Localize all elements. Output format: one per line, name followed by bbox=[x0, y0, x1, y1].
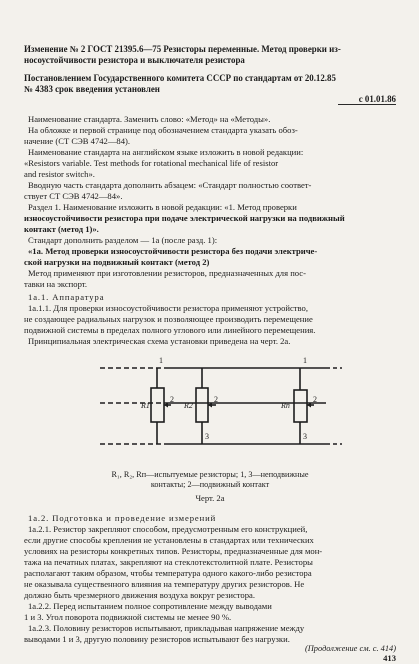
decree-line-2: № 4383 срок введения установлен bbox=[24, 84, 160, 94]
text-line: условиях на резисторы конкретных типов. Резисторы, предназначенные для мон- bbox=[24, 546, 323, 556]
circuit-diagram bbox=[0, 350, 419, 468]
text-line: ской нагрузки на подвижный контакт (метод 2) bbox=[24, 257, 210, 267]
text-line: располагают таким образом, чтобы температура одного какого-либо резистора bbox=[24, 568, 312, 578]
figure-caption-line-2: контакты; 2—подвижный контакт bbox=[150, 480, 270, 489]
text-line: контакт (метод 1)». bbox=[24, 224, 99, 234]
node-label: 2 bbox=[214, 395, 218, 404]
amendment-title-line-2: носоустойчивости резистора и выключателя резистора bbox=[24, 55, 245, 65]
text-line: Принципиальная электрическая схема установки приведена на черт. 2а. bbox=[28, 336, 291, 346]
node-label: 3 bbox=[205, 432, 209, 441]
text-line: «1а. Метод проверки износоустойчивости резистора без подачи электриче- bbox=[28, 246, 318, 256]
text-line: «Resistors variable. Test methods for rotational mechanical life of resistor bbox=[24, 158, 279, 168]
amendment-title-line-1: Изменение № 2 ГОСТ 21395.6—75 Резисторы переменные. Метод проверки из- bbox=[24, 44, 341, 54]
text-line: Вводную часть стандарта дополнить абзацем: «Стандарт полностью соответ- bbox=[28, 180, 312, 190]
text-line: Наименование стандарта на английском языке изложить в новой редакции: bbox=[28, 147, 304, 157]
text-line: ствует СТ СЭВ 4742—84». bbox=[24, 191, 123, 201]
text-line: износоустойчивости резистора при подаче электрической нагрузки на подвижный bbox=[24, 213, 345, 223]
continued-note: (Продолжение см. с. 414) bbox=[304, 644, 396, 653]
effective-date-underline bbox=[338, 104, 396, 105]
resistor-label: R2 bbox=[184, 401, 193, 410]
text-line: Раздел 1. Наименование изложить в новой редакции: «1. Метод проверки bbox=[28, 202, 297, 212]
text-line: должно быть чрезмерного движения воздуха вокруг резистора. bbox=[24, 590, 255, 600]
text-line: and resistor switch». bbox=[24, 169, 95, 179]
text-line: 1а.2.3. Половину резисторов испытывают, прикладывая напряжение между bbox=[28, 623, 305, 633]
figure-caption-line-1: R₁, R₂, Rп—испытуемые резисторы; 1, 3—неподвижные bbox=[111, 470, 309, 479]
text-line: 1 и 3. Угол поворота подвижной системы не менее 90 %. bbox=[24, 612, 232, 622]
effective-date: с 01.01.86 bbox=[358, 94, 396, 104]
resistor-label: R1 bbox=[141, 401, 150, 410]
text-line: 1а.2.2. Перед испытанием полное сопротивление между выводами bbox=[28, 601, 272, 611]
text-line: Метод применяют при изготовлении резисторов, предназначенных для пос- bbox=[28, 268, 306, 278]
text-line: выводами 1 и 3, другую половину резисторов испытывают без нагрузки. bbox=[24, 634, 290, 644]
text-line: если другие способы крепления не установлены в стандартах или технических bbox=[24, 535, 314, 545]
node-label: 2 bbox=[170, 395, 174, 404]
text-line: подвижной системы в пределах полного углового или линейного перемещения. bbox=[24, 325, 316, 335]
page-number: 413 bbox=[383, 653, 396, 663]
resistor-label: Rп bbox=[281, 401, 290, 410]
text-line: начение (СТ СЭВ 4742—84). bbox=[24, 136, 131, 146]
decree-line-1: Постановлением Государственного комитета СССР по стандартам от 20.12.85 bbox=[24, 73, 336, 83]
text-line: Наименование стандарта. Заменить слово: «Метод» на «Методы». bbox=[28, 114, 271, 124]
text-line: не создающее радиальных нагрузок и позволяющее производить перемещение bbox=[24, 314, 313, 324]
text-line: На обложке и первой странице под обозначением стандарта указать обоз- bbox=[28, 125, 298, 135]
text-line: тажа на печатных платах, закрепляют на стеклотекстолитной плате. Резисторы bbox=[24, 557, 313, 567]
node-label: 1 bbox=[159, 356, 163, 365]
text-line: 1а.2.1. Резистор закрепляют способом, предусмотренным его конструкцией, bbox=[28, 524, 308, 534]
text-line: Стандарт дополнить разделом — 1а (после разд. 1): bbox=[28, 235, 218, 245]
text-line: тавки на экспорт. bbox=[24, 279, 88, 289]
text-line: 1а.1.1. Для проверки износоустойчивости резистора применяют устройство, bbox=[28, 303, 308, 313]
figure-label: Черт. 2а bbox=[195, 493, 225, 503]
node-label: 2 bbox=[313, 395, 317, 404]
text-line: не оказывала существенного влияния на температуру других резисторов. Не bbox=[24, 579, 305, 589]
section-heading: 1а.1. Аппаратура bbox=[28, 292, 105, 302]
node-label: 1 bbox=[303, 356, 307, 365]
section-heading: 1а.2. Подготовка и проведение измерений bbox=[28, 513, 217, 523]
node-label: 3 bbox=[303, 432, 307, 441]
